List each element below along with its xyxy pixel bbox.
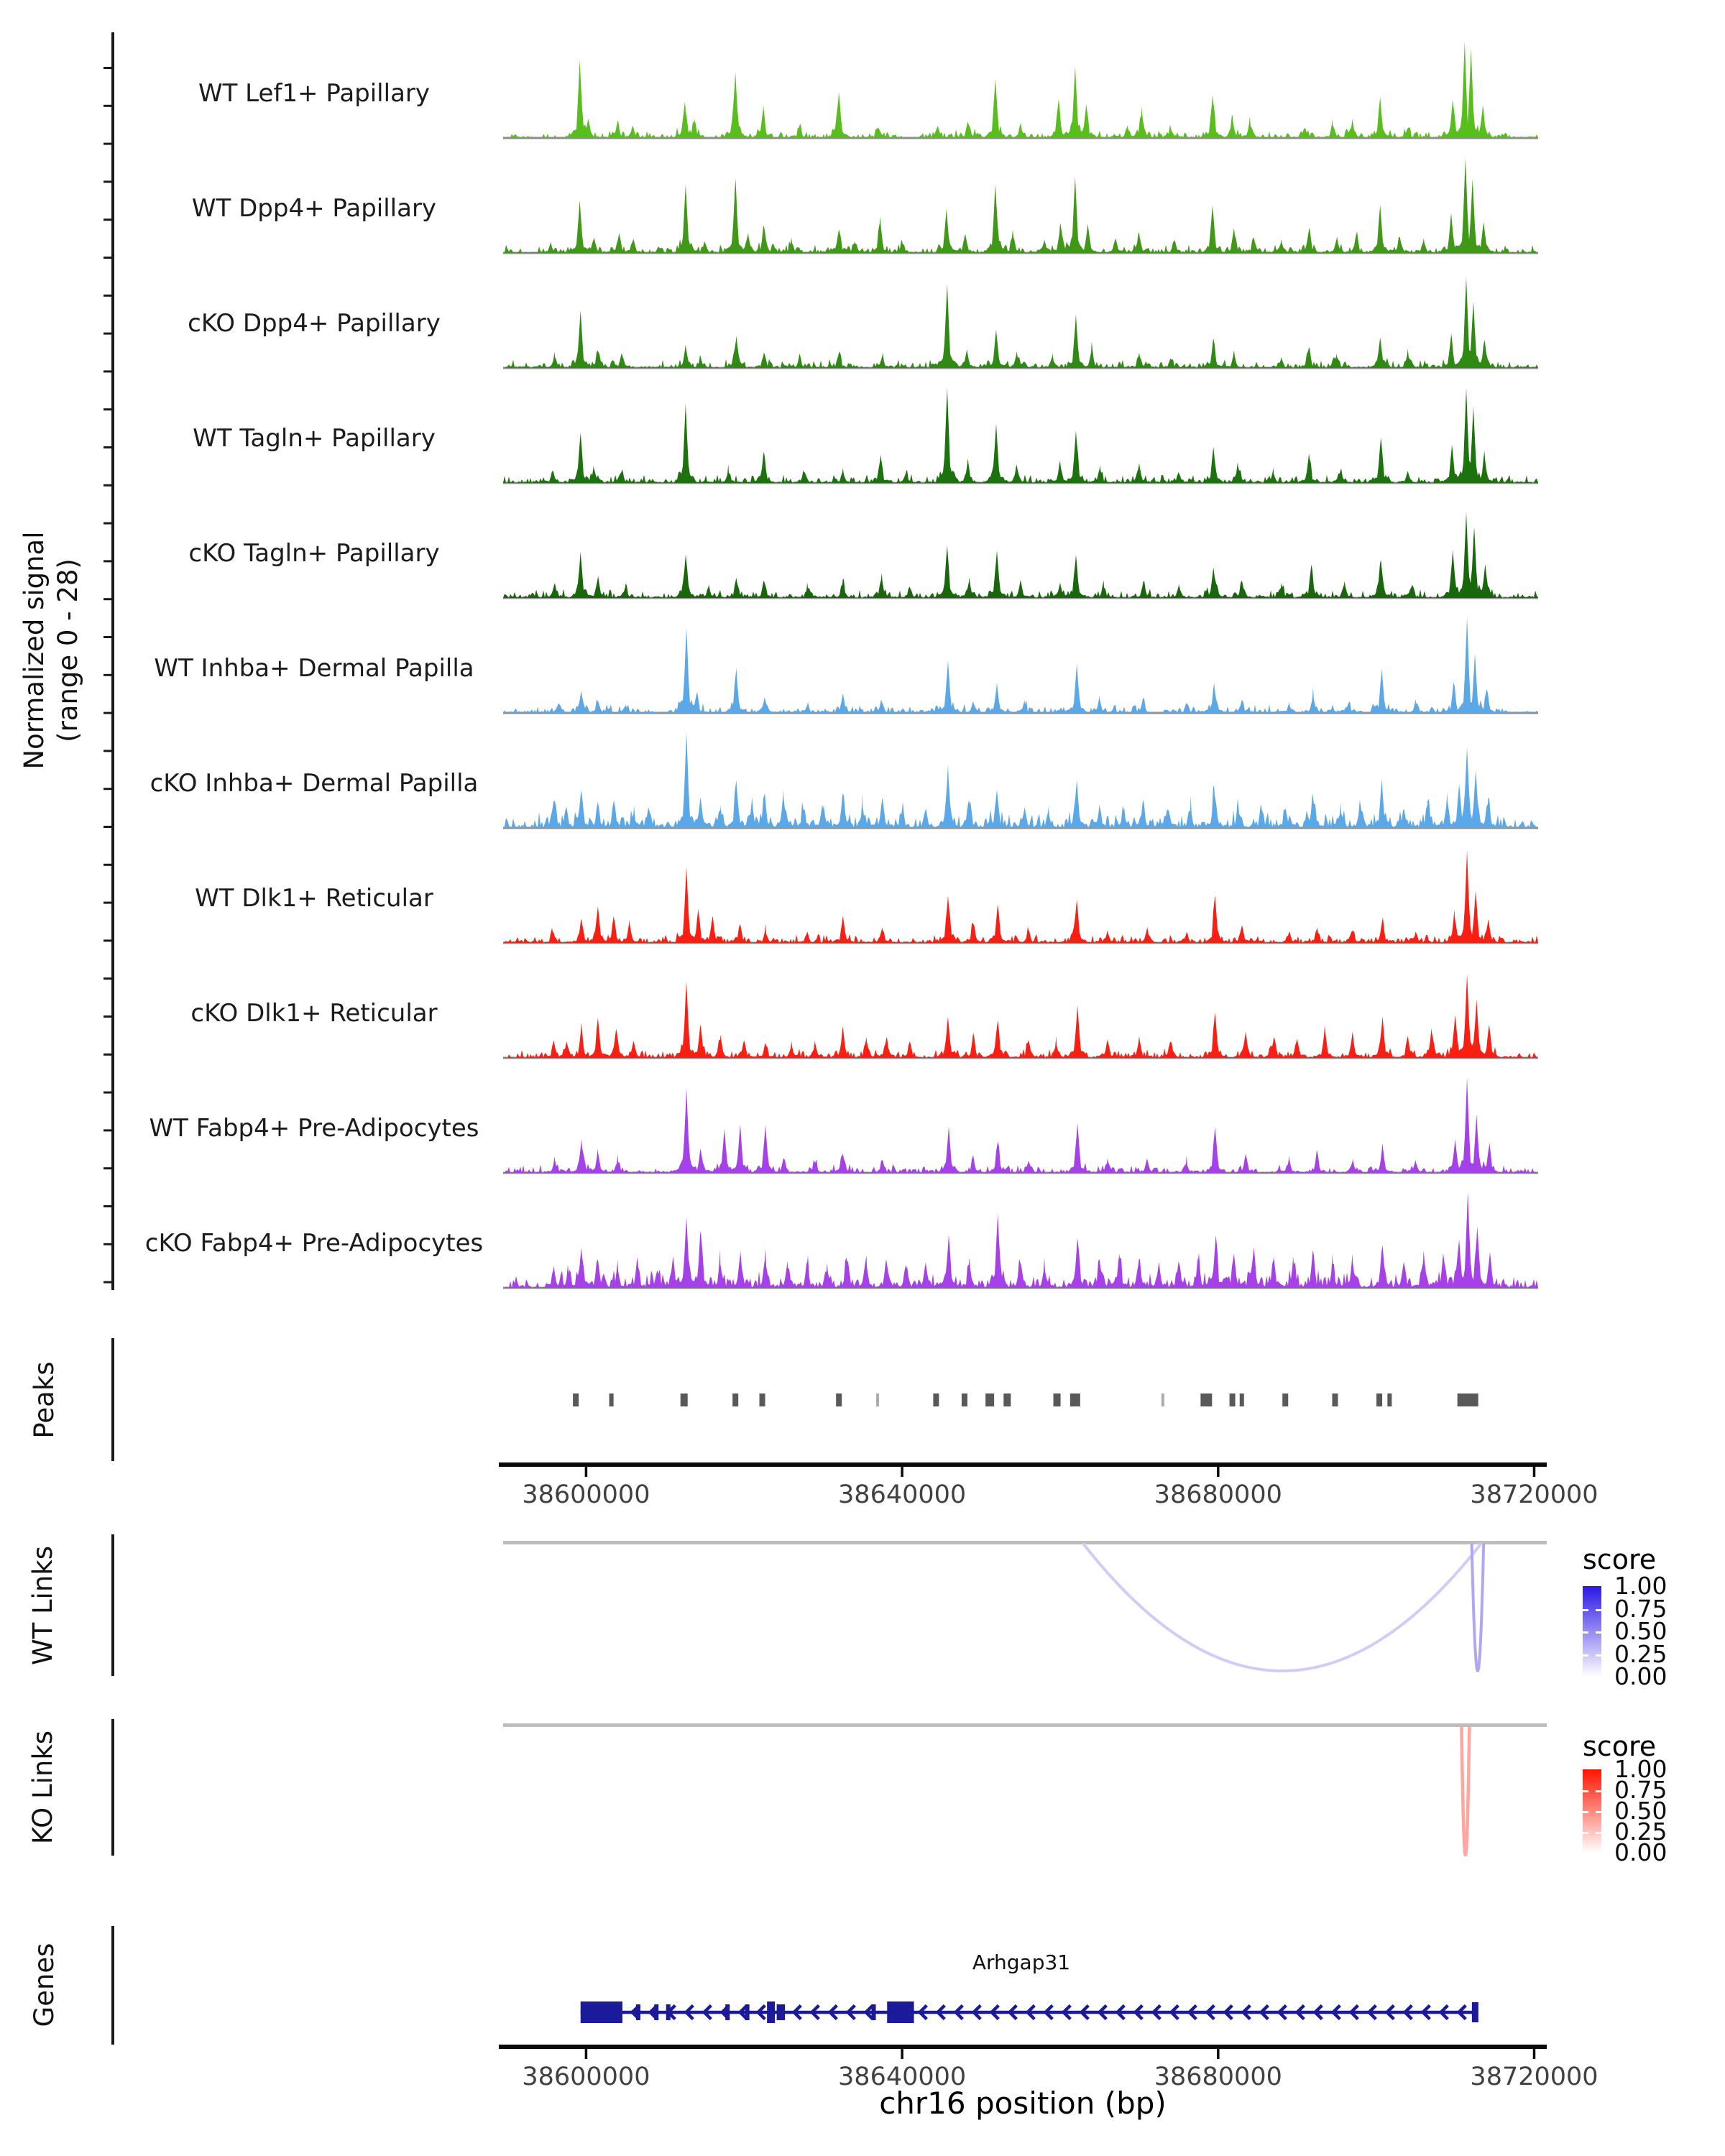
peak-box — [610, 1393, 614, 1406]
signal-axis-tick — [104, 1243, 111, 1245]
wt-link-arc — [1472, 1544, 1484, 1671]
signal-axis-tick — [104, 598, 111, 600]
signal-axis-tick — [104, 1205, 111, 1207]
genome-axis-line — [499, 2045, 1547, 2049]
ko-links-bracket — [111, 1719, 114, 1856]
colorbar-notch — [1596, 1609, 1601, 1611]
signal-axis-tick — [104, 370, 111, 372]
signal-axis-tick — [104, 1015, 111, 1018]
peak-box — [1282, 1393, 1288, 1406]
track-label: cKO Dpp4+ Papillary — [188, 309, 441, 338]
track-label: cKO Dlk1+ Reticular — [190, 999, 438, 1028]
signal-axis-tick — [104, 180, 111, 183]
peak-box — [1070, 1393, 1080, 1406]
signal-axis-tick — [104, 902, 111, 904]
signal-axis-tick — [104, 67, 111, 69]
genome-axis-tick — [585, 1467, 588, 1477]
wt-score-colorbar — [1583, 1586, 1601, 1677]
score-legend-tick: 0.00 — [1614, 1662, 1668, 1690]
y-axis-label-line1: Normalized signal — [19, 531, 50, 770]
signal-axis-tick — [104, 674, 111, 676]
peak-box — [1387, 1393, 1392, 1406]
peak-box — [1162, 1393, 1164, 1406]
track-label: cKO Fabp4+ Pre-Adipocytes — [144, 1229, 484, 1258]
peak-box — [933, 1393, 939, 1406]
signal-axis-tick — [104, 1167, 111, 1169]
peak-box — [985, 1393, 994, 1406]
track-label: WT Fabp4+ Pre-Adipocytes — [149, 1114, 479, 1143]
x-tick-label: 38720000 — [1470, 2063, 1598, 2091]
section-label-wt-links: WT Links — [27, 1546, 58, 1665]
gene-exon-small — [777, 2004, 781, 2020]
signal-axis-tick — [104, 1092, 111, 1094]
score-legend-tick: 0.75 — [1614, 1594, 1668, 1623]
signal-axis-tick — [104, 750, 111, 752]
gene-exon-small — [781, 2004, 785, 2020]
signal-axis-tick — [104, 333, 111, 335]
genome-axis-tick — [1533, 1467, 1536, 1477]
signal-axis-tick — [104, 218, 111, 221]
signal-axis-tick — [104, 977, 111, 980]
peak-box — [1458, 1393, 1478, 1406]
score-legend-tick: 0.25 — [1614, 1818, 1668, 1846]
peak-box — [1230, 1393, 1236, 1406]
peak-box — [1003, 1393, 1011, 1406]
peak-box — [1332, 1393, 1338, 1406]
score-legend-tick: 0.75 — [1614, 1776, 1668, 1804]
signal-axis-tick — [104, 257, 111, 259]
x-tick-label: 38600000 — [522, 1480, 650, 1509]
colorbar-notch — [1596, 1832, 1601, 1834]
track-label: cKO Tagln+ Papillary — [188, 539, 440, 568]
ko-link-arc — [1461, 1727, 1469, 1855]
x-axis-title: chr16 position (bp) — [879, 2086, 1167, 2121]
score-legend-tick: 0.00 — [1614, 1838, 1668, 1866]
track-label: WT Dlk1+ Reticular — [195, 884, 433, 913]
score-legend-tick: 1.00 — [1614, 1572, 1668, 1600]
coverage-track-7 — [503, 732, 1538, 828]
peak-box — [962, 1393, 967, 1406]
signal-axis-tick — [104, 1281, 111, 1284]
genome-axis-tick — [1217, 1467, 1220, 1477]
x-tick-label: 38680000 — [1154, 1480, 1282, 1509]
signal-axis-tick — [104, 826, 111, 828]
coverage-track-11 — [503, 1192, 1538, 1288]
coverage-track-8 — [503, 850, 1538, 943]
signal-axis-tick — [104, 636, 111, 638]
coverage-track-4 — [503, 387, 1538, 483]
wt-links-bracket — [111, 1534, 114, 1676]
track-label: WT Lef1+ Papillary — [198, 79, 431, 108]
coverage-track-1 — [503, 42, 1538, 138]
section-label-genes: Genes — [29, 1943, 60, 2027]
colorbar-notch — [1596, 1811, 1601, 1813]
gene-tss-bar — [1472, 2002, 1478, 2022]
peak-box — [681, 1393, 688, 1406]
colorbar-notch — [1583, 1609, 1588, 1611]
gene-name-label: Arhgap31 — [972, 1950, 1071, 1974]
coverage-track-9 — [503, 974, 1538, 1058]
coverage-track-2 — [503, 157, 1538, 253]
signal-axis-tick — [104, 522, 111, 525]
peak-box — [1240, 1393, 1244, 1406]
wt-link-arc — [1084, 1544, 1481, 1671]
peak-box — [732, 1393, 738, 1406]
peak-box — [760, 1393, 765, 1406]
gene-exon-large — [887, 2001, 914, 2023]
genome-axis-tick — [585, 2049, 588, 2059]
peak-box — [836, 1393, 842, 1406]
peaks-bracket — [111, 1338, 114, 1461]
signal-axis-tick — [104, 1054, 111, 1056]
genome-axis-tick — [1533, 2049, 1536, 2059]
genome-axis-tick — [901, 1467, 903, 1477]
coverage-track-5 — [503, 512, 1538, 598]
section-label-peaks: Peaks — [29, 1361, 60, 1439]
x-tick-label: 38640000 — [838, 1480, 967, 1509]
signal-axis-tick — [104, 712, 111, 714]
section-label-ko-links: KO Links — [27, 1730, 58, 1845]
score-legend-tick: 0.50 — [1614, 1617, 1668, 1645]
signal-axis-tick — [104, 939, 111, 941]
genome-axis-line — [499, 1462, 1547, 1467]
x-tick-label: 38680000 — [1154, 2063, 1282, 2091]
peak-box — [573, 1393, 579, 1406]
signal-axis-tick — [104, 143, 111, 145]
wt-links-baseline — [503, 1541, 1547, 1544]
signal-axis-tick — [104, 446, 111, 448]
coverage-track-6 — [503, 617, 1538, 713]
colorbar-notch — [1596, 1654, 1601, 1657]
peak-box — [1376, 1393, 1382, 1406]
track-label: WT Dpp4+ Papillary — [191, 194, 437, 223]
wt-score-legend-title: score — [1583, 1544, 1657, 1575]
colorbar-notch — [1583, 1631, 1588, 1634]
signal-axis-tick — [104, 295, 111, 297]
y-axis-label-line2: (range 0 - 28) — [52, 558, 83, 742]
gene-exon-large — [767, 2001, 775, 2023]
signal-axis-tick — [104, 560, 111, 562]
track-label: WT Inhba+ Dermal Papilla — [154, 654, 474, 683]
score-legend-tick: 0.50 — [1614, 1797, 1668, 1825]
colorbar-notch — [1596, 1631, 1601, 1634]
colorbar-notch — [1583, 1811, 1588, 1813]
ko-score-colorbar — [1583, 1769, 1601, 1853]
signal-axis-tick — [104, 864, 111, 866]
gene-exon-large — [581, 2001, 622, 2023]
track-label: cKO Inhba+ Dermal Papilla — [150, 769, 479, 798]
signal-axis-tick — [104, 788, 111, 790]
score-legend-tick: 0.25 — [1614, 1639, 1668, 1668]
peak-box — [1054, 1393, 1061, 1406]
x-tick-label: 38720000 — [1470, 1480, 1598, 1509]
genes-bracket — [111, 1926, 114, 2045]
score-legend-tick: 1.00 — [1614, 1755, 1668, 1783]
peak-box — [1200, 1393, 1212, 1406]
track-label: WT Tagln+ Papillary — [193, 424, 436, 453]
signal-axis-tick — [104, 1129, 111, 1131]
x-tick-label: 38600000 — [522, 2063, 650, 2091]
signal-axis-tick — [104, 408, 111, 410]
colorbar-notch — [1583, 1654, 1588, 1657]
ko-score-legend-title: score — [1583, 1731, 1657, 1762]
x-tick-label: 38640000 — [838, 2063, 967, 2091]
signal-axis-tick — [104, 105, 111, 107]
colorbar-notch — [1583, 1832, 1588, 1834]
genome-axis-tick — [1217, 2049, 1220, 2059]
colorbar-notch — [1596, 1790, 1601, 1792]
coverage-track-3 — [503, 276, 1538, 368]
peak-box — [876, 1393, 879, 1406]
signal-axis-tick — [104, 484, 111, 487]
ko-links-baseline — [503, 1723, 1547, 1727]
colorbar-notch — [1583, 1790, 1588, 1792]
y-axis-label — [17, 356, 86, 945]
genome-axis-tick — [901, 2049, 903, 2059]
coverage-track-10 — [503, 1077, 1538, 1173]
